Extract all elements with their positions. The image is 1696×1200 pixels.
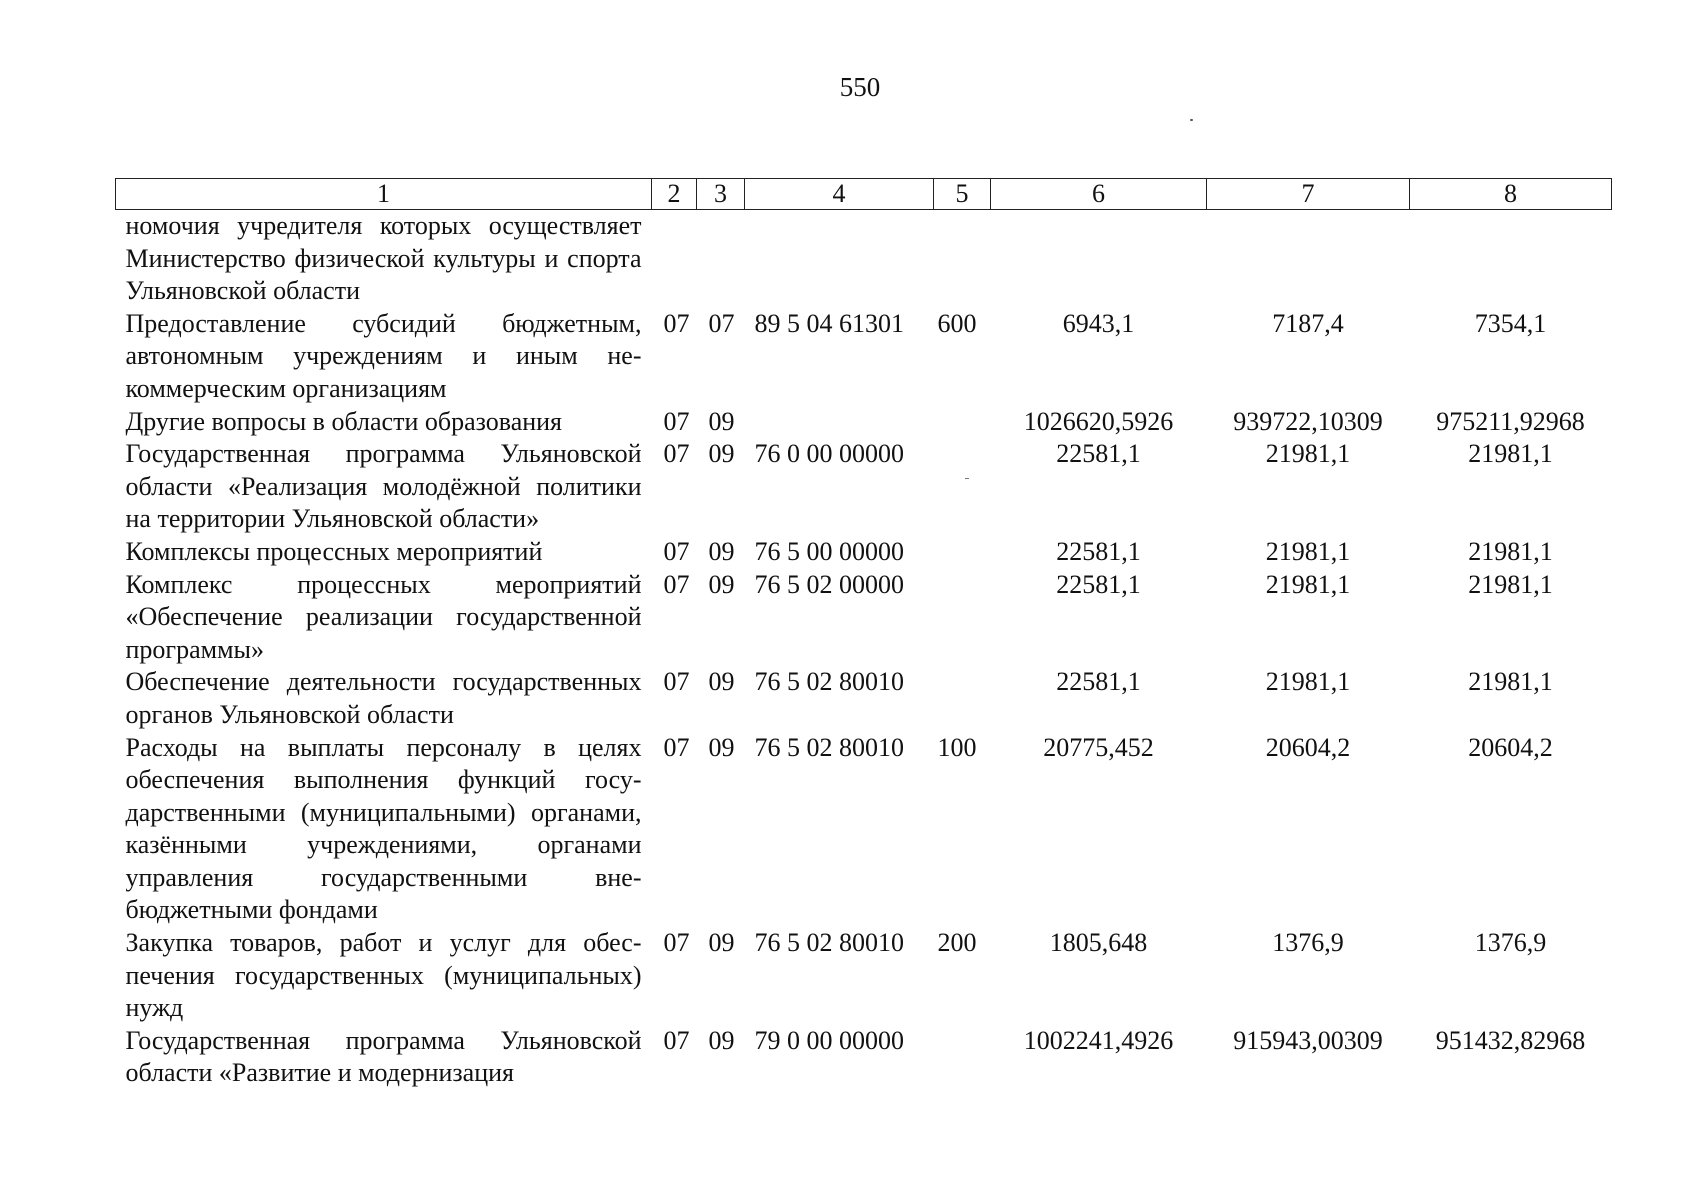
subsection-code: 09: [708, 406, 735, 436]
amount-col7: 1376,9: [1272, 928, 1344, 958]
target-article-code: 76 5 00 00000: [754, 536, 904, 566]
expense-type-code: [934, 210, 991, 308]
column-header: 6: [991, 179, 1207, 210]
amount-col7: [1207, 210, 1410, 308]
row-description: Комплекс процессных мероприятий «Обеспечение реализации государственной программы»: [125, 569, 642, 664]
amount-col7: 21981,1: [1265, 439, 1351, 469]
amount-col8: 21981,1: [1468, 667, 1553, 697]
row-description: номочия учредителя которых осуществляет Министерство физической культуры и спорта Ульяновской области: [125, 211, 642, 306]
subsection-code: 09: [708, 536, 735, 566]
section-code: 07: [663, 439, 690, 469]
subsection-code: 09: [708, 667, 735, 697]
table-row: [116, 927, 1612, 1025]
column-header: 2: [652, 179, 697, 210]
amount-col7: 939722,10309: [1233, 406, 1383, 436]
budget-table: [115, 178, 1612, 1090]
expense-type-code: [934, 406, 991, 439]
amount-col7: 21981,1: [1265, 667, 1351, 697]
row-description: Другие вопросы в области образования: [125, 406, 563, 436]
section-code: 07: [663, 732, 690, 762]
amount-col8: 975211,92968: [1436, 406, 1585, 436]
table-row: [116, 406, 1612, 439]
expense-type-code: [934, 1025, 991, 1090]
row-description: Закупка товаров, работ и услуг для обеспечения государственных (муниципальных) нужд: [125, 928, 642, 1023]
section-code: [652, 210, 697, 308]
target-article-code: 76 0 00 00000: [754, 439, 904, 469]
amount-col6: 1002241,4926: [1023, 1025, 1174, 1055]
target-article-code: 76 5 02 80010: [754, 667, 904, 697]
amount-col6: 22581,1: [1056, 569, 1141, 599]
scan-speck: [1190, 119, 1193, 121]
amount-col8: 21981,1: [1468, 536, 1553, 566]
amount-col7: 7187,4: [1272, 308, 1344, 338]
subsection-code: [697, 210, 745, 308]
section-code: 07: [663, 1025, 690, 1055]
table-body: [116, 210, 1612, 1091]
column-header: 5: [934, 179, 991, 210]
section-code: 07: [663, 406, 690, 436]
subsection-code: 09: [708, 439, 735, 469]
section-code: 07: [663, 308, 690, 338]
subsection-code: 07: [708, 308, 735, 338]
amount-col6: 20775,452: [1043, 732, 1154, 762]
section-code: 07: [663, 536, 690, 566]
target-article-code: 89 5 04 61301: [754, 308, 904, 338]
expense-type-code: [934, 569, 991, 667]
target-article-code: 76 5 02 80010: [754, 732, 904, 762]
section-code: 07: [663, 569, 690, 599]
subsection-code: 09: [708, 569, 735, 599]
column-header: 3: [697, 179, 745, 210]
amount-col6: 1805,648: [1049, 928, 1148, 958]
amount-col8: 21981,1: [1468, 569, 1553, 599]
column-header: 8: [1410, 179, 1612, 210]
target-article-code: [745, 406, 934, 439]
amount-col8: 1376,9: [1474, 928, 1547, 958]
column-header: 1: [116, 179, 652, 210]
column-header: 7: [1207, 179, 1410, 210]
row-description: Расходы на выплаты персоналу в целях обеспечения выполнения функций государственными (муниципальными) органами, казёнными учреждениями, органами управления государственными внебюджетными фондами: [125, 732, 642, 925]
amount-col6: [991, 210, 1207, 308]
target-article-code: 76 5 02 00000: [754, 569, 904, 599]
amount-col8: 7354,1: [1474, 308, 1547, 338]
table-row: [116, 438, 1612, 536]
amount-col6: 22581,1: [1056, 536, 1141, 566]
table-header: [116, 179, 1612, 210]
header-row: [116, 179, 1612, 210]
row-description: Государственная программа Ульяновской области «Реализация молодёжной политики на территории Ульяновской области»: [125, 439, 642, 534]
target-article-code: 76 5 02 80010: [754, 928, 904, 958]
row-description: Обеспечение деятельности государственных органов Ульяновской области: [125, 667, 642, 729]
expense-type-code: [934, 666, 991, 731]
table-row: [116, 308, 1612, 406]
subsection-code: 09: [708, 1025, 735, 1055]
page-number: 550: [839, 72, 881, 102]
column-header: 4: [745, 179, 934, 210]
section-code: 07: [663, 928, 690, 958]
table-row: [116, 210, 1612, 308]
amount-col8: 20604,2: [1468, 732, 1553, 762]
subsection-code: 09: [708, 928, 735, 958]
row-description: Комплексы процессных мероприятий: [125, 536, 543, 566]
table-row: [116, 732, 1612, 928]
amount-col8: 21981,1: [1468, 439, 1553, 469]
expense-type-code: 200: [937, 928, 977, 958]
amount-col6: 6943,1: [1062, 308, 1135, 338]
expense-type-code: [934, 536, 991, 569]
amount-col6: 22581,1: [1056, 667, 1141, 697]
table-row: [116, 1025, 1612, 1090]
table-row: [116, 666, 1612, 731]
target-article-code: [745, 210, 934, 308]
expense-type-code: [934, 438, 991, 536]
amount-col6: 22581,1: [1056, 439, 1141, 469]
amount-col7: 21981,1: [1265, 536, 1351, 566]
target-article-code: 79 0 00 00000: [754, 1025, 904, 1055]
amount-col7: 20604,2: [1265, 732, 1351, 762]
expense-type-code: 600: [937, 308, 977, 338]
amount-col8: 951432,82968: [1435, 1025, 1586, 1055]
table-row: [116, 536, 1612, 569]
section-code: 07: [663, 667, 690, 697]
amount-col7: 915943,00309: [1233, 1025, 1383, 1055]
row-description: Государственная программа Ульяновской области «Развитие и модернизация: [125, 1025, 642, 1088]
amount-col8: [1410, 210, 1612, 308]
amount-col7: 21981,1: [1265, 569, 1351, 599]
expense-type-code: 100: [937, 732, 977, 762]
amount-col6: 1026620,5926: [1023, 406, 1174, 436]
row-description: Предоставление субсидий бюджетным, автономным учреждениям и иным некоммерческим организациям: [125, 308, 642, 403]
table-row: [116, 569, 1612, 667]
subsection-code: 09: [708, 732, 735, 762]
